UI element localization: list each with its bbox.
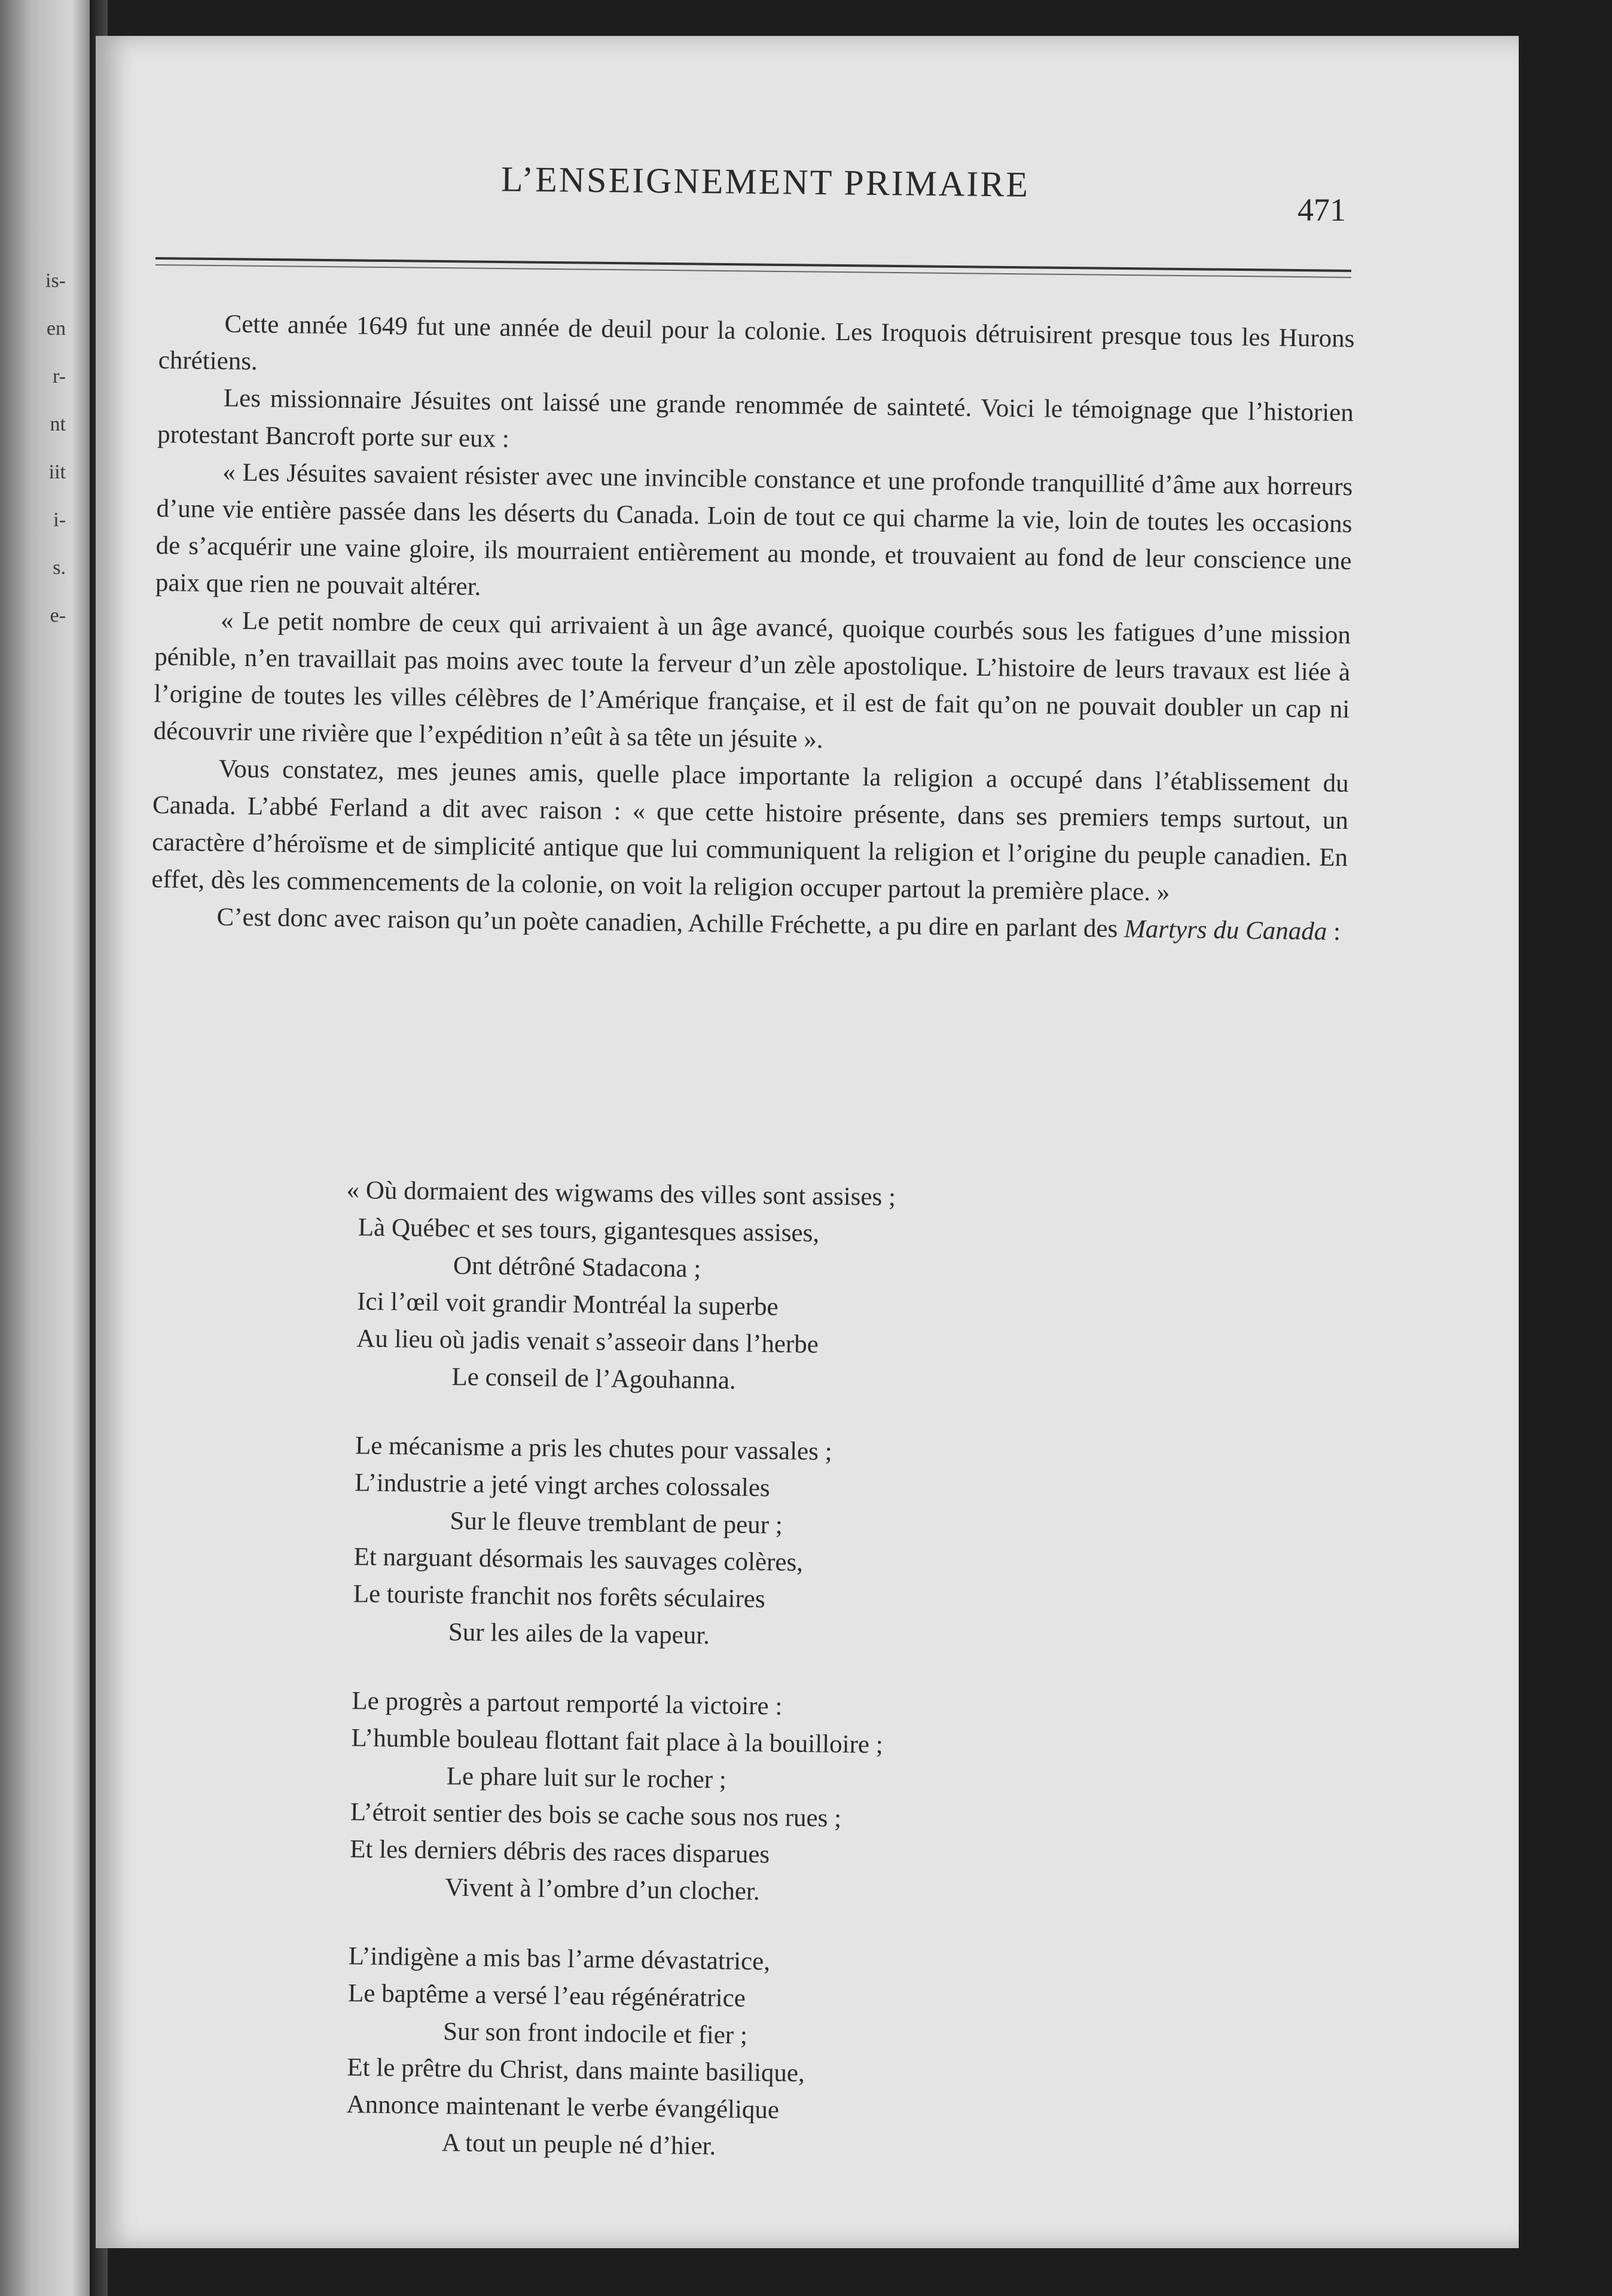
stanza xyxy=(344,1172,1184,1405)
poem-line: Sur son front indocile et fier ; xyxy=(442,2017,748,2050)
left-fragment: i- xyxy=(53,509,66,531)
poem-line: « Où dormaient des wigwams des villes sont assises ; xyxy=(346,1176,896,1212)
poem-line: Sur le fleuve tremblant de peur ; xyxy=(450,1507,783,1540)
poem-line: Le mécanisme a pris les chutes pour vassales ; xyxy=(355,1431,832,1466)
poem-line: A tout un peuple né d’hier. xyxy=(441,2129,716,2161)
left-page-edge xyxy=(0,0,90,2296)
paragraph: « Le petit nombre de ceux qui arrivaient à un âge avancé, quoique courbés sous les fatigues d’une mission pénible, n’en travaillait pas moins avec toute la ferveur d’un zèle apostolique. L’histoire de leurs travaux est liée à l’origine de toutes les villes célèbres de l’Amérique française, et il est de fait qu’on ne pouvait doubler un cap ni découvrir une rivière que l’expédition n’eût à sa tête un jésuite ». xyxy=(153,606,1351,754)
left-fragment: iit xyxy=(48,461,66,483)
poem-line: L’étroit sentier des bois se cache sous nos rues ; xyxy=(350,1798,842,1833)
poem-line: Le phare luit sur le rocher ; xyxy=(446,1762,727,1794)
poem-line: Le touriste franchit nos forêts séculaires xyxy=(353,1580,765,1614)
poem-line: L’humble bouleau flottant fait place à la bouilloire ; xyxy=(351,1724,884,1759)
intro-text: C’est donc avec raison qu’un poète canadien, Achille Fréchette, a pu dire en parlant des xyxy=(216,903,1125,944)
body-text xyxy=(151,305,1355,951)
poem-title: Martyrs du Canada xyxy=(1123,915,1327,946)
poem-line: L’indigène a mis bas l’arme dévastatrice, xyxy=(348,1942,771,1976)
left-fragment: e- xyxy=(50,604,66,627)
paragraph: Cette année 1649 fut une année de deuil pour la colonie. Les Iroquois détruisirent presque tous les Hurons chrétiens. xyxy=(158,310,1355,376)
intro-text-end: : xyxy=(1326,917,1341,946)
poem-line: L’industrie a jeté vingt arches colossales xyxy=(354,1468,771,1503)
poem xyxy=(334,1172,1184,2204)
left-fragment: nt xyxy=(50,413,66,435)
poem-line: Ont détrôné Stadacona ; xyxy=(453,1251,701,1283)
page-number: 471 xyxy=(1297,192,1346,228)
poem-line: Vivent à l’ombre d’un clocher. xyxy=(445,1873,760,1906)
left-fragment: r- xyxy=(53,365,66,387)
stanza xyxy=(334,1938,1174,2171)
paragraph: « Les Jésuites savaient résister avec une invincible constance et une profonde tranquillité d’âme aux horreurs d’une vie entière passée dans les déserts du Canada. Loin de tout ce qui charme la vie, loin de toutes les occasions de s’acquérir une vaine gloire, ils mourraient entièrement au monde, et trouvaient au fond de leur conscience une paix que rien ne pouvait altérer. xyxy=(155,458,1353,602)
header-rule xyxy=(155,257,1351,272)
poem-line: Annonce maintenant le verbe évangélique xyxy=(346,2090,780,2124)
left-page-fragments xyxy=(0,257,66,640)
poem-line: Et le prêtre du Christ, dans mainte basilique, xyxy=(347,2053,805,2088)
poem-line: Le progrès a partout remporté la victoire : xyxy=(352,1687,783,1721)
left-fragment: is- xyxy=(45,270,66,292)
poem-line: Au lieu où jadis venait s’asseoir dans l’herbe xyxy=(356,1324,819,1359)
poem-line: Le conseil de l’Agouhanna. xyxy=(451,1363,737,1395)
running-title: L’ENSEIGNEMENT PRIMAIRE xyxy=(500,159,1030,204)
header-rule-thin xyxy=(155,264,1351,278)
poem-line: Et narguant désormais les sauvages colères, xyxy=(353,1543,804,1577)
left-fragment: s. xyxy=(53,557,66,579)
poem-line: Ici l’œil voit grandir Montréal la superbe xyxy=(356,1287,778,1321)
book-page xyxy=(96,36,1519,2248)
stanza xyxy=(337,1683,1177,1916)
paragraph: Vous constatez, mes jeunes amis, quelle place importante la religion a occupé dans l’établissement du Canada. L’abbé Ferland a dit avec raison : « que cette histoire présente, dans ses premiers temps surtout, un caractère d’héroïsme et de simplicité antique que lui communiquent la religion et l’origine du peuple canadien. En effet, dès les commencements de la colonie, on voit la religion occuper partout la première place. » xyxy=(151,755,1349,907)
poem-line: Le baptême a versé l’eau régénératrice xyxy=(347,1979,746,2013)
poem-line: Là Québec et ses tours, gigantesques assises, xyxy=(358,1213,820,1248)
left-fragment: en xyxy=(46,317,66,340)
poem-line: Sur les ailes de la vapeur. xyxy=(448,1618,710,1650)
paragraph: Les missionnaire Jésuites ont laissé une grande renommée de sainteté. Voici le témoignage que l’historien protestant Bancroft porte sur eux : xyxy=(157,384,1354,453)
stanza xyxy=(341,1427,1181,1660)
poem-line: Et les derniers débris des races disparues xyxy=(349,1835,770,1869)
